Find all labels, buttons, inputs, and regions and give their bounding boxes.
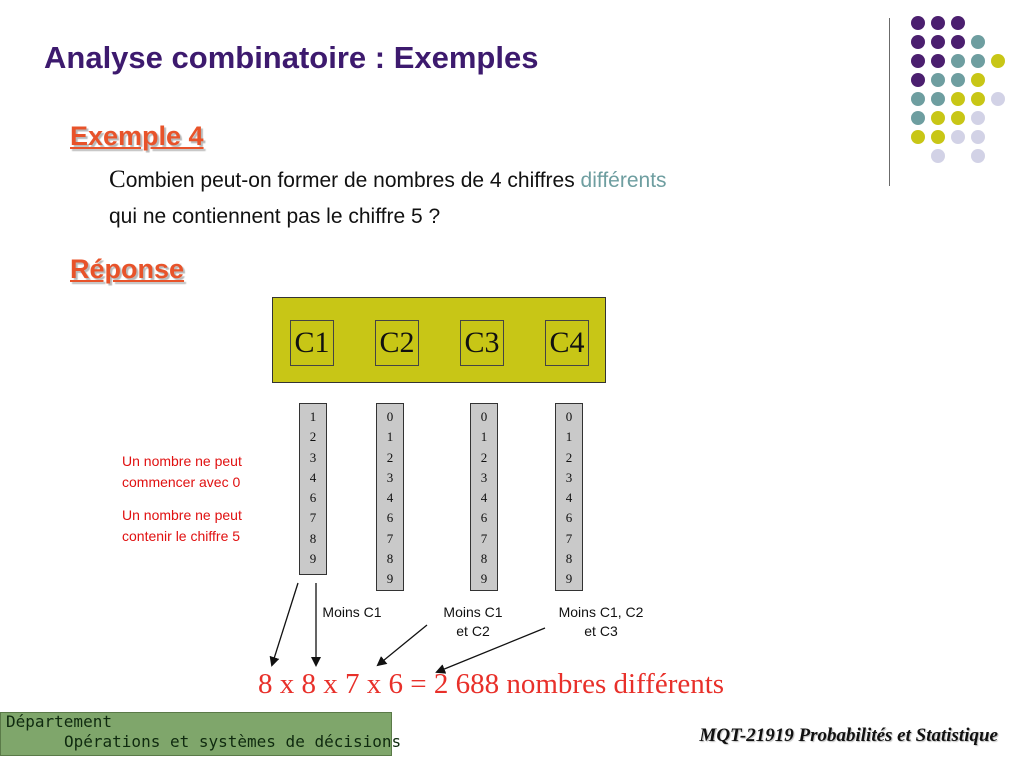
position-c1: C1 (290, 320, 334, 366)
label-line: et C2 (456, 623, 490, 639)
digit: 9 (480, 571, 488, 587)
digit: 8 (309, 530, 317, 546)
digit: 1 (309, 409, 317, 424)
digit: 6 (565, 510, 573, 526)
question-line-1-text: ombien peut-on former de nombres de 4 chiffres (125, 169, 581, 192)
digit: 1 (386, 429, 394, 445)
department-name-line-1: Département (6, 712, 112, 731)
digit: 7 (309, 510, 317, 526)
digit: 2 (386, 449, 394, 465)
digit: 7 (480, 530, 488, 546)
arrow-c3 (378, 625, 427, 665)
example-heading: Exemple 4 (70, 121, 204, 151)
department-name-line-2: Opérations et systèmes de décisions (64, 732, 402, 751)
course-title: MQT-21919 Probabilités et Statistique (699, 725, 998, 746)
question-initial: C (109, 166, 126, 193)
digit: 2 (565, 449, 573, 465)
digit: 2 (309, 429, 317, 445)
question-highlight: différents (580, 169, 667, 192)
digit: 0 (565, 409, 573, 424)
digit: 6 (386, 510, 394, 526)
digit: 1 (480, 429, 488, 445)
position-c4: C4 (545, 320, 589, 366)
digit: 9 (565, 571, 573, 587)
question-line-2: qui ne contiennent pas le chiffre 5 ? (109, 205, 441, 228)
label-line: Moins C1 (443, 604, 503, 620)
digit: 3 (386, 469, 394, 485)
digit: 4 (309, 469, 317, 485)
digit: 3 (565, 469, 573, 485)
label-line: Moins C1, C2 (558, 604, 644, 620)
digit: 6 (309, 490, 317, 506)
digit: 3 (480, 469, 488, 485)
digit: 7 (565, 530, 573, 546)
digit: 8 (565, 551, 573, 567)
arrow-c1 (272, 583, 298, 665)
note-line: Un nombre ne peut (122, 453, 242, 469)
note-line: Un nombre ne peut (122, 507, 242, 523)
result-formula: 8 x 8 x 7 x 6 = 2 688 nombres différents (258, 668, 725, 700)
digit: 4 (480, 490, 488, 506)
label-c2: Moins C1 (322, 604, 382, 620)
arrow-c4 (437, 628, 545, 672)
digit: 6 (480, 510, 488, 526)
digit: 8 (386, 551, 394, 567)
digit: 8 (480, 551, 488, 567)
slide-title: Analyse combinatoire : Exemples (44, 40, 539, 75)
digit: 3 (309, 449, 317, 465)
digit: 0 (386, 409, 394, 424)
label-line: et C3 (584, 623, 618, 639)
position-c3: C3 (460, 320, 504, 366)
position-c2: C2 (375, 320, 419, 366)
note-line: commencer avec 0 (122, 474, 241, 490)
digit: 2 (480, 449, 488, 465)
digit: 1 (565, 429, 573, 445)
note-line: contenir le chiffre 5 (122, 528, 241, 544)
digit: 7 (386, 530, 394, 546)
digit: 4 (565, 490, 573, 506)
answer-heading: Réponse (70, 254, 185, 284)
digit: 0 (480, 409, 488, 424)
digit: 4 (386, 490, 394, 506)
digit: 9 (386, 571, 394, 587)
digit: 9 (309, 551, 317, 567)
